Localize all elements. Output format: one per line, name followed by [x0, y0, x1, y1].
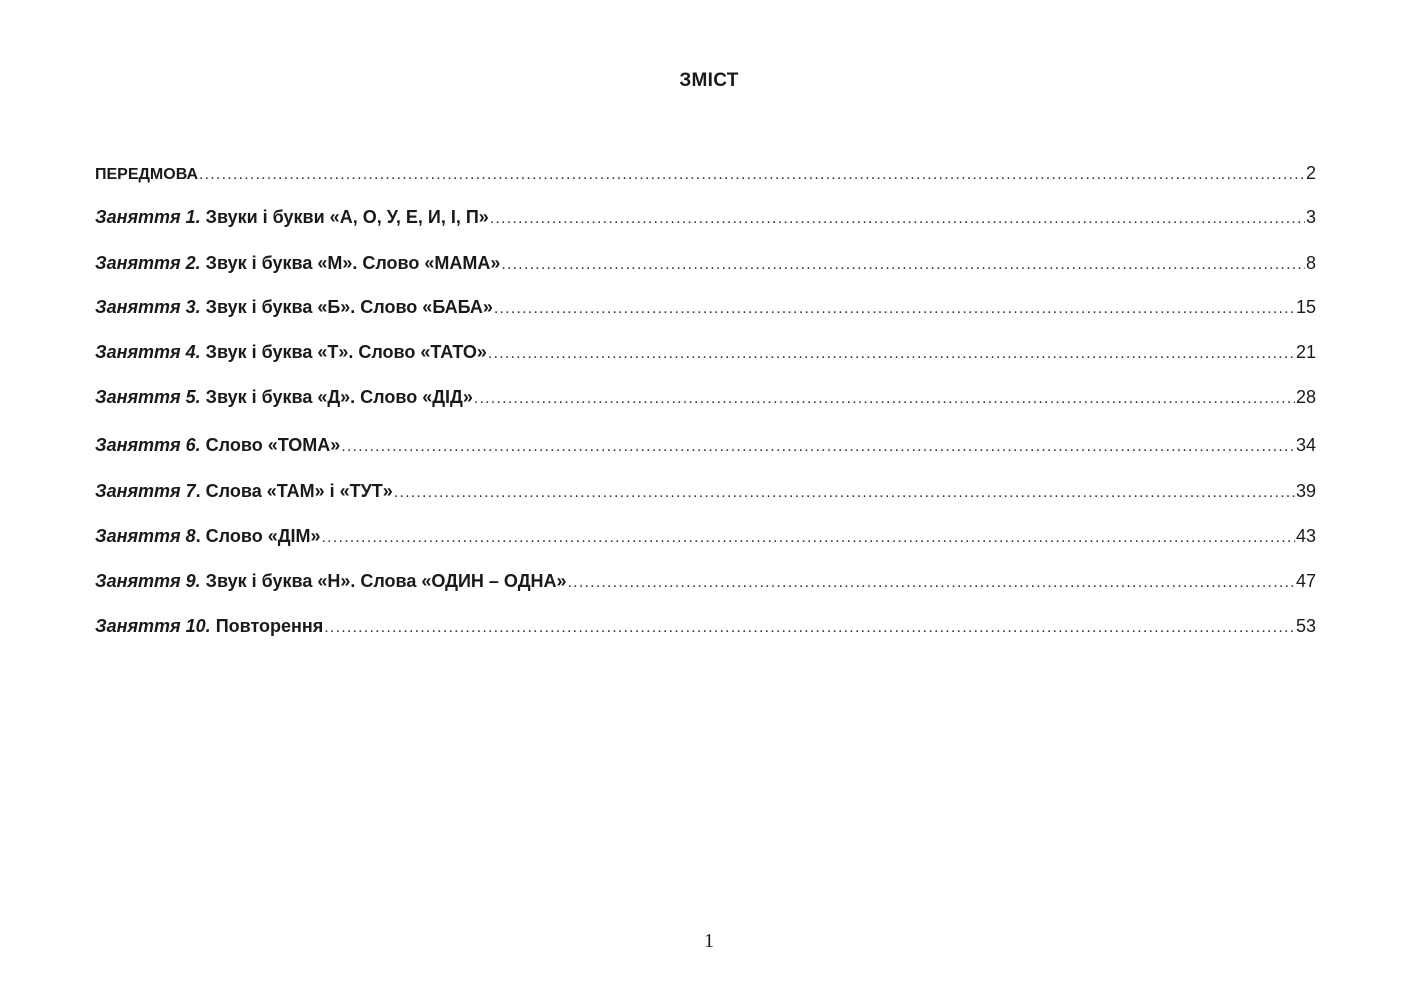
toc-entry-page: 47 [1295, 571, 1316, 591]
toc-entry-page: 53 [1295, 616, 1316, 636]
toc-entry-label: Заняття 1. [95, 207, 201, 227]
toc-entry-foreword [95, 162, 1316, 186]
toc-entry-text: Звук і буква «Д». Слово «ДІД» [200, 387, 473, 407]
toc-entry-title [95, 434, 340, 456]
toc-entry-label: Заняття 6. [95, 435, 201, 455]
toc-entry-page: 15 [1295, 297, 1316, 317]
page-number: 1 [704, 930, 714, 952]
dot-leader [494, 298, 1295, 320]
dot-leader [501, 254, 1305, 276]
toc-entry-title [95, 525, 321, 547]
toc-entry-label: Заняття 7 [95, 481, 196, 501]
toc-entry-title [95, 296, 493, 318]
dot-leader [324, 617, 1295, 639]
toc-entry-text: Звуки і букви «А, О, У, Е, И, І, П» [200, 207, 489, 227]
toc-entry-label: Заняття 5. [95, 387, 201, 407]
toc-entry-title [95, 341, 487, 363]
toc-entry-lesson-9 [95, 570, 1316, 594]
dot-leader [488, 343, 1295, 365]
toc-entry-text: ПЕРЕДМОВА [95, 166, 198, 183]
toc-entry-lesson-1 [95, 206, 1316, 230]
toc-entry-title [95, 164, 198, 186]
toc-entry-page: 2 [1305, 163, 1316, 183]
toc-entry-lesson-2 [95, 252, 1316, 276]
toc-entry-lesson-3 [95, 296, 1316, 320]
toc-entry-text: Повторення [210, 616, 324, 636]
toc-entry-lesson-10 [95, 615, 1316, 639]
toc-entry-title [95, 386, 473, 408]
dot-leader [341, 436, 1295, 458]
toc-entry-lesson-6 [95, 434, 1316, 458]
toc-entry-label: Заняття 9. [95, 571, 201, 591]
toc-entry-text: . Слова «ТАМ» і «ТУТ» [195, 481, 393, 501]
dot-leader [568, 572, 1295, 594]
dot-leader [490, 208, 1305, 230]
toc-entry-lesson-5 [95, 386, 1316, 410]
toc-entry-label: Заняття 2. [95, 253, 201, 273]
toc-entry-lesson-4 [95, 341, 1316, 365]
toc-entry-lesson-8 [95, 525, 1316, 549]
toc-entry-title [95, 570, 567, 592]
toc-entry-label: Заняття 3. [95, 297, 201, 317]
toc-entry-text: Звук і буква «Т». Слово «ТАТО» [200, 342, 487, 362]
page-title: ЗМІСТ [679, 70, 739, 91]
toc-entry-text: . Слово «ДІМ» [195, 526, 321, 546]
toc-entry-title [95, 206, 489, 228]
toc-entry-label: Заняття 4. [95, 342, 201, 362]
dot-leader [474, 388, 1295, 410]
toc-entry-label: Заняття 10. [95, 616, 211, 636]
toc-entry-page: 3 [1305, 207, 1316, 227]
toc-entry-lesson-7 [95, 480, 1316, 504]
toc-entry-page: 28 [1295, 387, 1316, 407]
toc-entry-text: Слово «ТОМА» [200, 435, 341, 455]
toc-entry-text: Звук і буква «Б». Слово «БАБА» [200, 297, 493, 317]
dot-leader [394, 482, 1295, 504]
toc-entry-title [95, 480, 393, 502]
toc-entry-title [95, 252, 500, 274]
toc-entry-page: 21 [1295, 342, 1316, 362]
toc-entry-label: Заняття 8 [95, 526, 196, 546]
dot-leader [199, 164, 1305, 186]
toc-entry-page: 34 [1295, 435, 1316, 455]
toc-entry-text: Звук і буква «Н». Слова «ОДИН – ОДНА» [200, 571, 567, 591]
toc-entry-title [95, 615, 323, 637]
toc-entry-page: 43 [1295, 526, 1316, 546]
dot-leader [322, 527, 1295, 549]
toc-entry-page: 39 [1295, 481, 1316, 501]
toc-entry-text: Звук і буква «М». Слово «МАМА» [200, 253, 501, 273]
toc-entry-page: 8 [1305, 253, 1316, 273]
